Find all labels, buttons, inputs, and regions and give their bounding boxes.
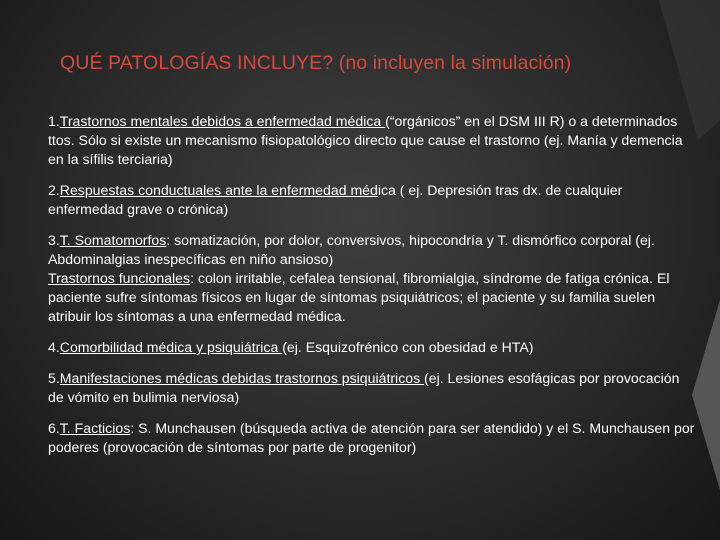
item-description: (ej. Lesiones esofágicas por provocación de vómito en bulimia nerviosa)	[48, 370, 680, 405]
item-term: Respuestas conductuales ante la enfermedad méd	[59, 182, 378, 198]
item-term: T. Somatomorfos	[59, 232, 167, 248]
item-term: T. Facticios	[59, 420, 131, 436]
item-term: Manifestaciones médicas debidas trastornos psiquiátricos	[59, 370, 425, 386]
list-item	[48, 369, 698, 407]
item-number: 6.	[48, 420, 60, 436]
list-item	[48, 419, 698, 457]
list-item	[48, 181, 698, 219]
item-number: 1.	[48, 113, 60, 129]
item-description: : S. Munchausen (búsqueda activa de atención para ser atendido) y el S. Munchausen por poderes (provocación de síntomas por parte de progenitor)	[48, 420, 695, 455]
slide-body	[48, 112, 698, 469]
item-term: Comorbilidad médica y psiquiátrica	[59, 339, 283, 355]
item-number: 4.	[48, 339, 60, 355]
item-number: 5.	[48, 370, 60, 386]
item-description: (“orgánicos” en el DSM III R) o a determinados ttos. Sólo si existe un mecanismo fisiopatológico directo que cause el trastorno (ej. Manía y demencia en la sífilis terciaria)	[48, 113, 683, 167]
list-item	[48, 112, 698, 169]
item-description: : somatización, por dolor, conversivos, hipocondría y T. dismórfico corporal (ej. Abdominalgias inespecíficas en niño ansioso)	[48, 232, 655, 267]
list-item	[48, 338, 698, 357]
item-description-secondary: : colon irritable, cefalea tensional, fibromialgia, síndrome de fatiga crónica. El paciente sufre síntomas físicos en lugar de síntomas psiquiátricos; el paciente y su familia suelen atribuir los síntomas a una enfermedad médica.	[48, 270, 670, 324]
slide-title: QUÉ PATOLOGÍAS INCLUYE? (no incluyen la simulación)	[60, 52, 572, 74]
item-number: 3.	[48, 232, 60, 248]
item-number: 2.	[48, 182, 60, 198]
item-description: (ej. Esquizofrénico con obesidad e HTA)	[282, 339, 534, 355]
item-description: ica ( ej. Depresión tras dx. de cualquier enfermedad grave o crónica)	[48, 182, 623, 217]
item-term-secondary: Trastornos funcionales	[48, 270, 191, 286]
item-term: Trastornos mentales debidos a enfermedad médica	[59, 113, 386, 129]
list-item	[48, 231, 698, 326]
